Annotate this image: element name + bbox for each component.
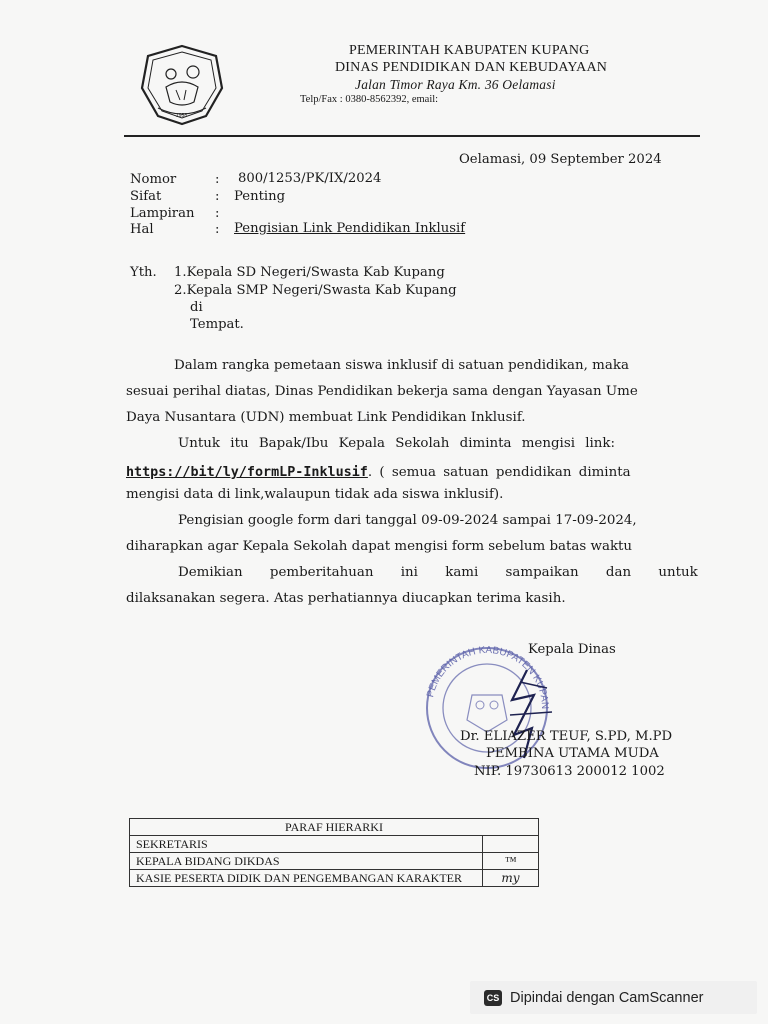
letter-date: Oelamasi, 09 September 2024 xyxy=(459,152,662,167)
para3-line2: diharapkan agar Kepala Sekolah dapat mengisi form sebelum batas waktu xyxy=(126,539,633,554)
para2-line3: mengisi data di link,walaupun tidak ada siswa inklusif). xyxy=(126,487,504,502)
table-row xyxy=(130,853,539,870)
para1-line2: sesuai perihal diatas, Dinas Pendidikan bekerja sama dengan Yayasan Ume xyxy=(126,384,638,399)
svg-text:PEMERINTAH KABUPATEN KUPANG xyxy=(412,640,550,709)
paraf-heading: PARAF HIERARKI xyxy=(130,819,539,836)
meta-colon: : xyxy=(215,189,220,204)
paraf-initial xyxy=(483,836,539,853)
meta-label-hal: Hal xyxy=(130,222,154,237)
para2-after-link: . ( semua satuan pendidikan diminta xyxy=(367,465,631,480)
regency-logo xyxy=(136,42,228,128)
para4-line1: Demikian pemberitahuan ini kami sampaikan dan untuk xyxy=(178,565,698,580)
form-link[interactable]: https://bit/ly/formLP-Inklusif xyxy=(126,465,368,480)
yth-label: Yth. xyxy=(130,265,157,280)
paraf-initial: my xyxy=(483,870,539,887)
meta-colon: : xyxy=(215,222,220,237)
signatory-nip: NIP. 19730613 200012 1002 xyxy=(474,764,665,779)
meta-value-sifat: Penting xyxy=(234,189,286,204)
table-row xyxy=(130,836,539,853)
meta-colon: : xyxy=(215,206,220,221)
header-line-1: PEMERINTAH KABUPATEN KUPANG xyxy=(349,43,590,58)
camscanner-icon: CS xyxy=(484,990,502,1006)
paraf-role: KEPALA BIDANG DIKDAS xyxy=(130,853,483,870)
stamp-text: PEMERINTAH KABUPATEN KUPAN xyxy=(425,644,551,710)
signatory-name: Dr. ELIAZER TEUF, S.PD, M.PD xyxy=(460,729,673,744)
paraf-hierarki-table xyxy=(129,818,539,887)
meta-value-hal: Pengisian Link Pendidikan Inklusif xyxy=(234,221,466,236)
header-line-3: Jalan Timor Raya Km. 36 Oelamasi xyxy=(355,77,556,92)
signature-title: Kepala Dinas xyxy=(528,642,616,657)
svg-text:1958: 1958 xyxy=(176,113,188,119)
table-row xyxy=(130,870,539,887)
paraf-initial: ™ xyxy=(483,853,539,870)
para4-line2: dilaksanakan segera. Atas perhatiannya diucapkan terima kasih. xyxy=(126,591,566,606)
recipient-2: 2.Kepala SMP Negeri/Swasta Kab Kupang xyxy=(174,283,457,298)
camscanner-label: Dipindai dengan CamScanner xyxy=(510,989,704,1006)
meta-label-nomor: Nomor xyxy=(130,172,177,187)
meta-label-sifat: Sifat xyxy=(130,189,162,204)
paraf-role: KASIE PESERTA DIDIK DAN PENGEMBANGAN KARAKTER xyxy=(130,870,483,887)
recipient-di: di xyxy=(190,300,203,315)
para2-line2 xyxy=(126,461,631,480)
header-line-4: Telp/Fax : 0380-8562392, email: xyxy=(300,94,439,105)
recipient-tempat: Tempat. xyxy=(190,317,244,332)
meta-value-nomor: 800/1253/PK/IX/2024 xyxy=(238,171,382,186)
meta-label-lampiran: Lampiran xyxy=(130,206,195,221)
header-line-2: DINAS PENDIDIKAN DAN KEBUDAYAAN xyxy=(335,60,608,75)
para3-line1: Pengisian google form dari tanggal 09-09-2024 sampai 17-09-2024, xyxy=(178,513,637,528)
para1-line3: Daya Nusantara (UDN) membuat Link Pendidikan Inklusif. xyxy=(126,410,526,425)
camscanner-watermark xyxy=(470,981,757,1014)
para2-line1: Untuk itu Bapak/Ibu Kepala Sekolah diminta mengisi link: xyxy=(178,436,616,451)
recipient-1: 1.Kepala SD Negeri/Swasta Kab Kupang xyxy=(174,265,445,280)
para1-line1: Dalam rangka pemetaan siswa inklusif di satuan pendidikan, maka xyxy=(174,358,629,373)
header-divider xyxy=(124,135,700,137)
meta-colon: : xyxy=(215,172,220,187)
paraf-role: SEKRETARIS xyxy=(130,836,483,853)
signatory-rank: PEMBINA UTAMA MUDA xyxy=(486,746,659,761)
